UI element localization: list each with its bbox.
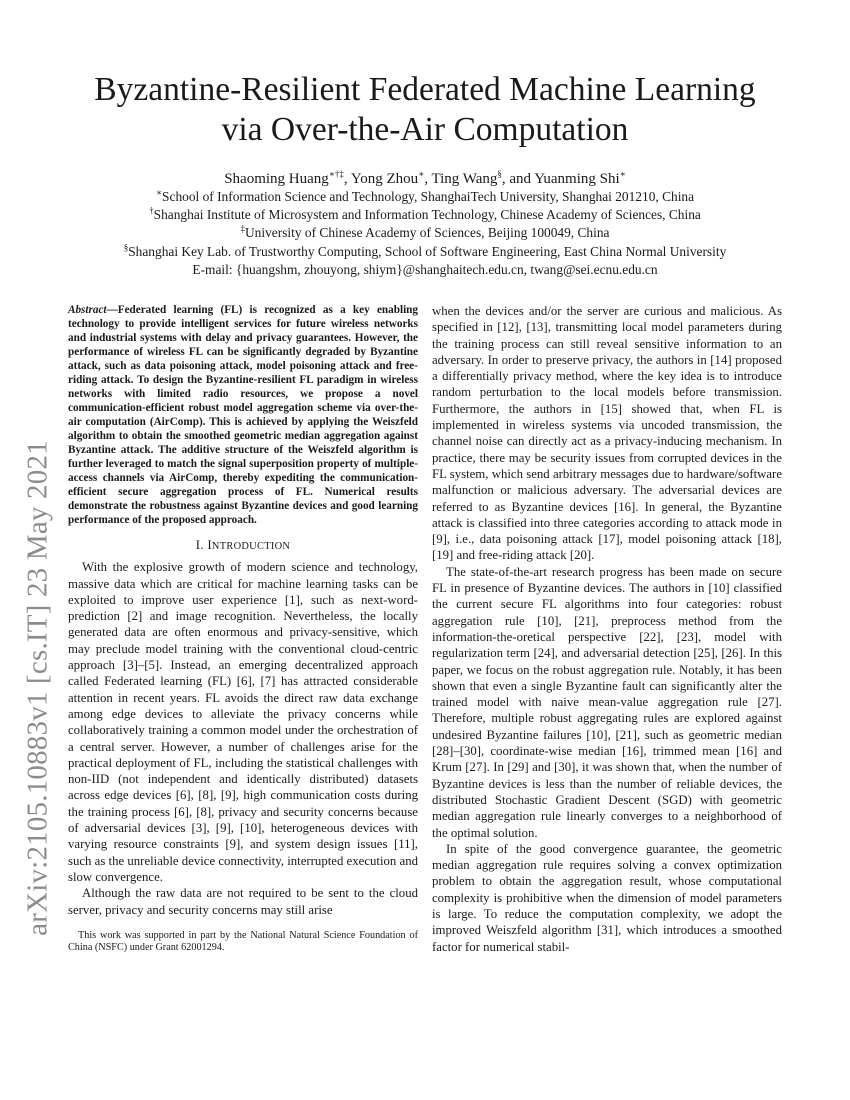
abstract-label: Abstract — [68, 304, 107, 316]
affiliation-mark: † — [149, 205, 154, 216]
title-line-2: via Over-the-Air Computation — [221, 111, 629, 148]
affiliation-mark: § — [123, 242, 129, 253]
author-name: , Ting Wang — [424, 171, 498, 187]
left-column — [68, 303, 418, 955]
author-list — [60, 170, 790, 188]
funding-footnote: This work was supported in part by the National Natural Science Foundation of China (NSFC) under Grant 62001294. — [68, 929, 418, 954]
body-paragraph: With the explosive growth of modern science and technology, massive data which are critical for machine learning tasks can be exploited to improve user experience [1], such as next-word-prediction [2] and image recognition. Nevertheless, the locally generated data are often enormous and privacy-sensitive, which may preclude model training with the conventional cloud-centric approach [3]–[5]. Instead, an emerging decentralized approach called Federated learning (FL) [6], [7] has attracted considerable attention in recent years. FL avoids the direct raw data exchange among edge devices to alleviate the privacy concerns while collaboratively training a common model under the orchestration of a central server. However, a number of challenges arise for the practical deployment of FL, including the statistical challenges with non-IID (not independent and identically distributed) datasets across edge devices [6], [8], [9], high communication costs during the training process [6], [8], privacy and security concerns because of adversarial devices [3], [9], [10], heterogeneous devices with varying resource constraints [9], and system design issues [11], such as the unreliable device connectivity, interrupted execution and slow convergence. — [68, 560, 418, 884]
paper-title — [60, 70, 790, 150]
author-mark: ∗ — [619, 169, 626, 179]
abstract-text: —Federated learning (FL) is recognized as a key enabling technology to provide intelligent services for future wireless networks and industrial systems with delay and privacy guarantees. However, the performance of wireless FL can be significantly degraded by Byzantine attack, such as data poisoning attack, model poisoning attack and free-riding attack. To design the Byzantine-resilient FL paradigm in wireless networks with limited radio resources, we propose a novel communication-efficient robust model aggregation scheme via over-the-air computation (AirComp). This is achieved by applying the Weiszfeld algorithm to obtain the smoothed geometric median aggregation against Byzantine attack. The additive structure of the Weiszfeld algorithm is further leveraged to match the signal superposition property of multiple-access channels via AirComp, thereby expediting the communication-efficient secure aggregation process of FL. Numerical results demonstrate the robustness against Byzantine devices and good learning performance of the proposed approach. — [68, 304, 418, 526]
affiliation-mark: ∗ — [155, 187, 163, 198]
abstract — [68, 303, 418, 527]
affiliation: ‡University of Chinese Academy of Sciences, Beijing 100049, China — [240, 223, 610, 241]
author-mark: § — [497, 169, 502, 179]
affiliation-mark: ‡ — [240, 223, 246, 234]
author-name: Shaoming Huang — [224, 171, 329, 187]
body-paragraph: Although the raw data are not required to be sent to the cloud server, privacy and security concerns may still arise — [68, 886, 418, 917]
paper-header — [60, 70, 790, 279]
author-name: , and Yuanming Shi — [501, 171, 620, 187]
arxiv-identifier: arXiv:2105.10883v1 [cs.IT] 23 May 2021 — [21, 440, 54, 936]
author-mark: ∗ — [418, 169, 425, 179]
affiliation: §Shanghai Key Lab. of Trustworthy Computing, School of Software Engineering, East China Normal University — [123, 242, 727, 259]
title-line-1: Byzantine-Resilient Federated Machine Learning — [94, 71, 756, 108]
author-mark: ∗†‡ — [328, 169, 344, 179]
body-paragraph: In spite of the good convergence guarantee, the geometric median aggregation rule requires solving a convex optimization problem to obtain the aggregation result, whose computational complexity is prohibitive when the dimension of model parameters is large. To reduce the computation complexity, we adopt the improved Weiszfeld algorithm [31], which introduces a smoothed factor for numerical stabil- — [432, 841, 782, 954]
section-heading: I. INTRODUCTION — [195, 538, 291, 552]
affiliation: ∗School of Information Science and Technology, ShanghaiTech University, Shanghai 201210, China — [155, 187, 695, 204]
contact-email: E-mail: {huangshm, zhouyong, shiym}@shanghaitech.edu.cn, twang@sei.ecnu.edu.cn — [192, 261, 658, 277]
author-name: , Yong Zhou — [343, 171, 419, 187]
body-paragraph: The state-of-the-art research progress has been made on secure FL in presence of Byzantine devices. The authors in [10] classified the current secure FL algorithms into four categories: robust aggregation rule [10], [21], preprocess method from the information-the-oretical perspective [22], [23], model with regularization term [24], and adversarial detection [25], [26]. In this paper, we focus on the robust aggregation rule. Notably, it has been shown that even a single Byzantine fault can significantly alter the trained model with naive mean-value aggregation rule [27]. Therefore, multiple robust aggregating rules are explored against undesired Byzantine failures [10], [21], such as geometric median [28]–[30], coordinate-wise median [16], trimmed mean [16] and Krum [27]. In [29] and [30], it was shown that, when the number of Byzantine devices is less than the number of reliable devices, the distributed Stochastic Gradient Descent (SGD) with geometric median aggregation rule linearly converges to a neighborhood of the optimal solution. — [432, 564, 782, 840]
body-paragraph: when the devices and/or the server are curious and malicious. As specified in [12], [13], transmitting local model parameters during the training process can still reveal sensitive information to an adversary. In order to preserve privacy, the authors in [14] proposed a differentially privacy method, where the key idea is to introduce random perturbation to the local models before transmission. Furthermore, the authors in [15] showed that, when FL is implemented in wireless systems via uncoded transmission, the channel noise can directly act as a privacy-inducing mechanism. In practice, there may be security issues from corrupted devices in the FL system, which send arbitrary messages due to hardware/software malfunction or malicious adversary. The adversarial devices are referred to as Byzantine devices [16]. In general, the Byzantine attack is classified into three categories according to attack mode in [9], i.e., data poisoning attack [17], model poisoning attack [18], [19] and free-riding attack [20]. — [432, 304, 782, 563]
right-column — [432, 303, 782, 955]
affiliation: †Shanghai Institute of Microsystem and Information Technology, Chinese Academy of Sciences, China — [149, 205, 701, 223]
